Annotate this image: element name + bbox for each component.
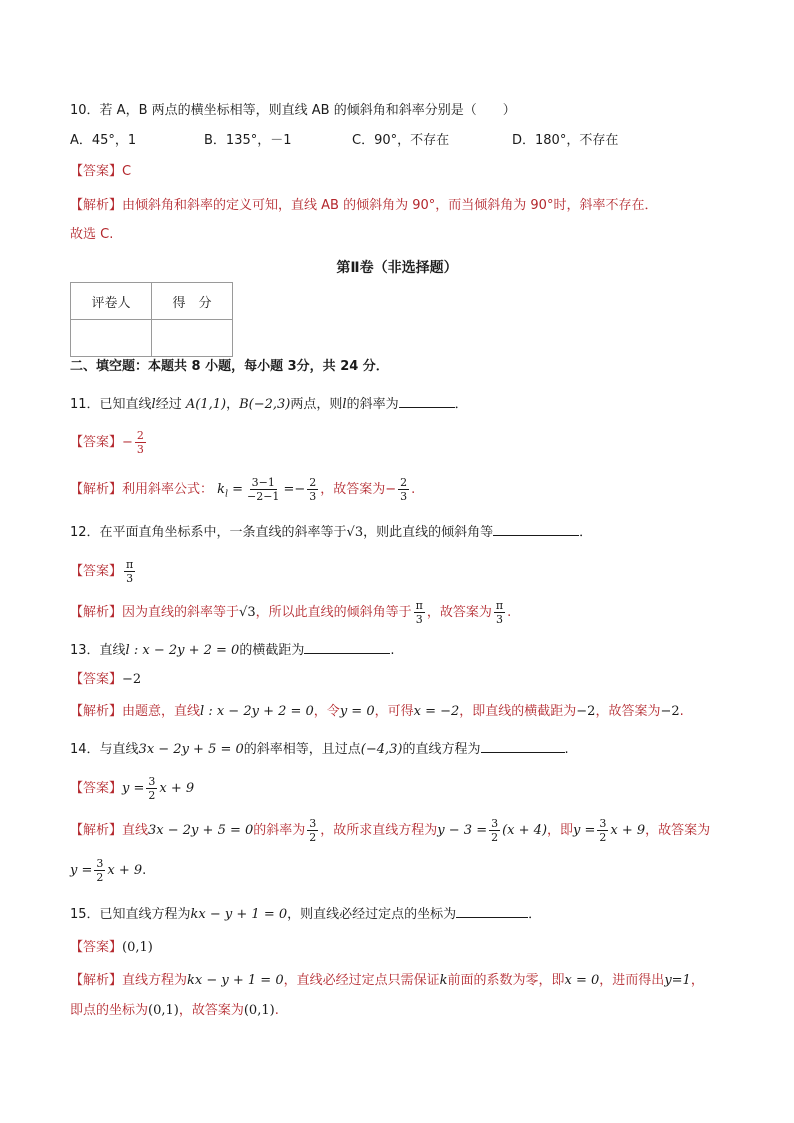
q12-analysis-fraction-2: $\frac{\pi}{3}$ (495, 599, 504, 626)
q14-text-a: 14．与直线 (70, 742, 139, 757)
q15-analysis-a: 直线方程为 (122, 973, 188, 988)
q14-analysis-rest: x + 9 (610, 823, 646, 838)
section-title: 第Ⅱ卷（非选择题） (336, 260, 458, 276)
q13-analysis-e: ，故答案为 (595, 704, 661, 719)
q13-analysis-b: ，令 (313, 704, 340, 719)
q11-var-l: l (151, 397, 156, 412)
q13-end: . (390, 643, 395, 658)
q13-analysis-a: 由题意，直线 (122, 704, 201, 719)
q14-final-y: y = (70, 863, 93, 878)
q12-end: ． (579, 525, 593, 540)
q14-analysis-fraction: $\frac{3}{2}$ (599, 817, 607, 844)
q14-pt-form-b: (x + 4) (502, 823, 548, 838)
q12-analysis-c: ，故答案为 (426, 605, 492, 620)
q14-eq: 3x − 2y + 5 = 0 (138, 742, 244, 757)
q11-eq2: =− (283, 482, 306, 497)
q12-answer-fraction: $\frac{\pi}{3}$ (126, 558, 134, 585)
q11-answer (70, 428, 148, 458)
q15-answer (70, 938, 153, 958)
q12-sqrt3: √3 (346, 525, 364, 540)
q14-final-rest: x + 9 (107, 863, 143, 878)
q13-eq: l : x − 2y + 2 = 0 (125, 643, 240, 658)
q15-analysis-c: 前面的系数为零，即 (447, 973, 565, 988)
answer-label: 【答案】 (70, 672, 123, 687)
q14-pt-form-fraction: $\frac{3}{2}$ (491, 817, 499, 844)
q11-point-b: B(−2,3) (239, 397, 291, 412)
score-table (70, 282, 233, 357)
q15-line2-end: . (274, 1003, 279, 1018)
q11-analysis-b: ，故答案为− (320, 482, 397, 497)
q12-text-b: ，则此直线的倾斜角等 (363, 525, 494, 540)
q10-option-c: C．90°，不存在 (352, 133, 450, 148)
q13-val2: −2 (660, 704, 680, 719)
q15-point: (0,1) (148, 1003, 179, 1018)
q14-analysis-y: y = (573, 823, 596, 838)
q11-text-a: 11．已知直线 (70, 397, 152, 412)
q11-point-a: A(1,1) (185, 397, 227, 412)
analysis-label: 【解析】 (70, 605, 123, 620)
q15-text (70, 903, 541, 925)
q11-result-fraction: $\frac{2}{3}$ (309, 476, 317, 503)
q10-option-a: A．45°，1 (70, 133, 137, 148)
q14-pt-form-a: y − 3 = (437, 823, 488, 838)
q15-answer-value: (0,1) (122, 940, 153, 955)
q14-analysis-e: ，故答案为 (645, 823, 711, 838)
score-table-grader-header: 评卷人 (71, 283, 152, 320)
q14-text (70, 738, 569, 760)
q13-text-a: 13．直线 (70, 643, 126, 658)
score-table-score-cell[interactable] (152, 320, 233, 357)
q15-x0: x = 0 (564, 973, 600, 988)
answer-label: 【答案】 (70, 940, 123, 955)
q15-y1: y=1 (664, 973, 691, 988)
analysis-label: 【解析】 (70, 482, 123, 497)
q11-final-fraction: $\frac{2}{3}$ (400, 476, 408, 503)
q13-answer (70, 670, 141, 690)
q15-analysis-b: ，直线必经过定点只需保证 (283, 973, 440, 988)
q14-text-b: 的斜率相等，且过点 (243, 742, 361, 757)
analysis-label: 【解析】 (70, 973, 123, 988)
q11-var-l-2: l (342, 397, 347, 412)
q13-text-b: 的横截距为 (239, 643, 305, 658)
q11-slope-fraction: $\frac{3-1}{-2-1}$ (247, 476, 280, 503)
score-table-grader-cell[interactable] (71, 320, 152, 357)
q12-analysis-end: . (507, 605, 512, 620)
q14-slope-fraction: $\frac{3}{2}$ (309, 817, 317, 844)
q13-analysis-c: ，可得 (374, 704, 414, 719)
q10-text: 10．若 A，B 两点的横坐标相等，则直线 AB 的倾斜角和斜率分别是（ ） (70, 103, 516, 118)
q10-option-d: D．180°，不存在 (512, 133, 619, 148)
q14-final-fraction: $\frac{3}{2}$ (96, 857, 104, 884)
q12-analysis-sqrt3: √3 (239, 605, 256, 620)
q11-text-b: 经过 (155, 397, 182, 412)
q15-k: k (439, 973, 448, 988)
q15-analysis-cont (70, 1001, 279, 1021)
q15-line2-a: 即点的坐标为 (70, 1003, 149, 1018)
q15-answer-blank[interactable] (456, 903, 528, 918)
q12-analysis-a: 因为直线的斜率等于 (122, 605, 240, 620)
q13-answer-blank[interactable] (304, 639, 390, 654)
q11-end: ． (454, 397, 468, 412)
q14-analysis-eq: 3x − 2y + 5 = 0 (148, 823, 254, 838)
q13-text (70, 639, 394, 661)
q11-text-c: 两点，则 (290, 397, 343, 412)
answer-label: 【答案】 (70, 564, 123, 579)
q15-text-a: 15．已知直线方程为 (70, 907, 191, 922)
q13-analysis-end: . (679, 704, 684, 719)
analysis-text: 由倾斜角和斜率的定义可知，直线 AB 的倾斜角为 90°，而当倾斜角为 90°时，斜率不存在． (122, 198, 658, 213)
q11-sep: ， (226, 397, 240, 412)
q13-x2: x = −2 (413, 704, 460, 719)
q12-analysis-b: ，所以此直线的倾斜角等于 (255, 605, 412, 620)
q14-point: (−4,3) (360, 742, 403, 757)
q10-analysis (70, 196, 657, 216)
q11-answer-blank[interactable] (399, 393, 455, 408)
q13-analysis-d: ，即直线的横截距为 (459, 704, 577, 719)
q11-text (70, 393, 468, 415)
answer-label: 【答案】 (70, 164, 123, 179)
q10-analysis-cont: 故选 C. (70, 227, 114, 242)
q11-k: k (217, 482, 226, 497)
q12-analysis-fraction: $\frac{\pi}{3}$ (415, 599, 423, 626)
q14-answer-fraction: $\frac{3}{2}$ (148, 775, 156, 802)
q15-line2-b: ，故答案为 (178, 1003, 244, 1018)
q14-analysis (70, 816, 710, 846)
answer-label: 【答案】 (70, 435, 123, 450)
q13-analysis (70, 702, 684, 722)
q15-text-b: ，则直线必经过定点的坐标为 (287, 907, 457, 922)
q11-answer-sign: − (122, 435, 133, 450)
q15-point-2: (0,1) (243, 1003, 275, 1018)
q15-analysis-d: ，进而得出 (599, 973, 665, 988)
fill-heading: 二、填空题：本题共 8 小题，每小题 3分，共 24 分． (70, 359, 389, 374)
q14-analysis-b: 的斜率为 (253, 823, 306, 838)
q12-analysis (70, 598, 511, 628)
q14-final-end: . (142, 863, 147, 878)
q11-analysis (70, 475, 415, 510)
q14-analysis-d: ，即 (547, 823, 574, 838)
q15-end: ． (528, 907, 542, 922)
q13-answer-value: −2 (122, 672, 142, 687)
q14-text-c: 的直线方程为 (402, 742, 481, 757)
q11-analysis-a: 利用斜率公式： (122, 482, 214, 497)
q14-end: . (564, 742, 569, 757)
q14-analysis-c: ，故所求直线方程为 (320, 823, 438, 838)
q14-answer (70, 774, 194, 804)
q11-answer-fraction: $\frac{2}{3}$ (136, 429, 144, 456)
q11-eq: = (232, 482, 243, 497)
analysis-label: 【解析】 (70, 198, 123, 213)
q12-text-a: 12．在平面直角坐标系中，一条直线的斜率等于 (70, 525, 347, 540)
q13-val: −2 (576, 704, 596, 719)
q10-option-b: B．135°，－1 (204, 133, 292, 148)
q11-analysis-end: . (411, 482, 416, 497)
q14-analysis-cont (70, 856, 146, 886)
q10-options (70, 131, 690, 151)
q11-k-sub: l (225, 489, 228, 500)
q13-analysis-eq: l : x − 2y + 2 = 0 (200, 704, 314, 719)
q11-text-d: 的斜率为 (346, 397, 399, 412)
q10-answer (70, 162, 131, 182)
q14-ans-y: y = (122, 781, 145, 796)
q15-analysis-eq: kx − y + 1 = 0 (187, 973, 284, 988)
score-table-score-header: 得 分 (152, 283, 233, 320)
q15-eq: kx − y + 1 = 0 (190, 907, 288, 922)
answer-value: C (122, 164, 132, 179)
q13-y0: y = 0 (339, 704, 375, 719)
answer-label: 【答案】 (70, 781, 123, 796)
q15-analysis-e: ， (690, 973, 704, 988)
q15-analysis (70, 971, 704, 991)
analysis-label: 【解析】 (70, 823, 123, 838)
analysis-label: 【解析】 (70, 704, 123, 719)
q12-text (70, 521, 592, 543)
q14-answer-blank[interactable] (481, 738, 565, 753)
q14-ans-rest: x + 9 (159, 781, 195, 796)
q14-analysis-a: 直线 (122, 823, 149, 838)
q12-answer-blank[interactable] (493, 521, 579, 536)
q12-answer (70, 557, 137, 587)
